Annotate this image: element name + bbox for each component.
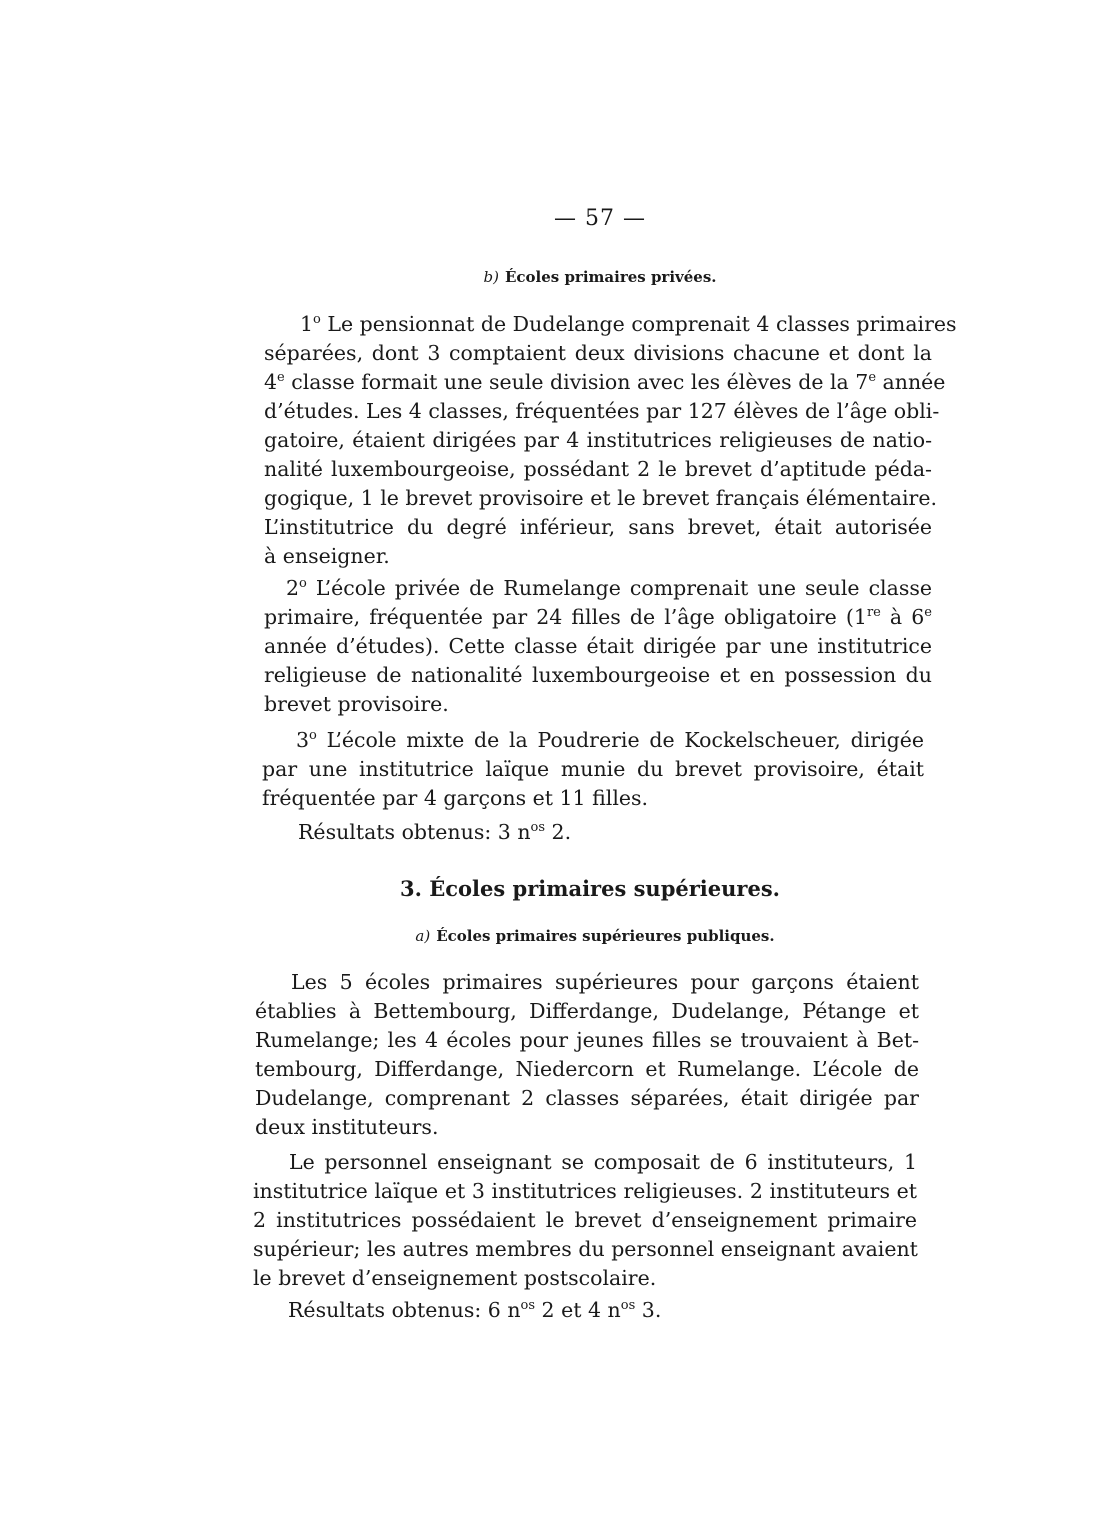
text-line: Dudelange, comprenant 2 classes séparées, était dirigée par [255,1086,919,1110]
section-b-heading [0,268,1100,286]
text-line: Rumelange; les 4 écoles pour jeunes filles se trouvaient à Bet- [255,1028,919,1052]
text-line: Résultats obtenus: 3 $n^{os}$ 2. [298,820,572,844]
text-line: Résultats obtenus: 6 $n^{os}$ 2 et 4 $n^{os}$ 3. [288,1298,662,1322]
text-line: deux instituteurs. [255,1115,439,1139]
text-line: supérieur; les autres membres du personnel enseignant avaient [253,1237,918,1261]
text-line: Le personnel enseignant se composait de 6 instituteurs, 1 [289,1150,917,1174]
paragraph-ecoles-superieures [255,968,919,1142]
text-line: établies à Bettembourg, Differdange, Dudelange, Pétange et [255,999,919,1023]
text-line: par une institutrice laïque munie du brevet provisoire, était [262,757,924,781]
text-line: 4e classe formait une seule division avec les élèves de la 7e année [264,370,946,394]
text-line: 2 institutrices possédaient le brevet d’enseignement primaire [253,1208,917,1232]
paragraph-pensionnat-dudelange [264,310,957,571]
text-line: séparées, dont 3 comptaient deux divisions chacune et dont la [264,341,932,365]
text-line: gogique, 1 le brevet provisoire et le brevet français élémentaire. [264,486,937,510]
text-line: institutrice laïque et 3 institutrices religieuses. 2 instituteurs et [253,1179,917,1203]
text-line: d’études. Les 4 classes, fréquentées par 127 élèves de l’âge obli- [264,399,940,423]
section-a-title: Écoles primaires supérieures publiques. [436,927,775,945]
text-line: L’institutrice du degré inférieur, sans brevet, était autorisée [264,515,932,539]
section-b-letter: b) [483,268,499,286]
paragraph-ecole-rumelange [264,574,932,719]
text-line: Les 5 écoles primaires supérieures pour garçons étaient [291,970,919,994]
results-superior-schools [288,1296,768,1325]
page-number: — 57 — [554,206,646,231]
section-a-letter: a) [415,927,431,945]
text-line: 2$^o$ L’école privée de Rumelange comprenait une seule classe [286,576,932,600]
text-line: religieuse de nationalité luxembourgeoise et en possession du [264,663,932,687]
text-line: nalité luxembourgeoise, possédant 2 le brevet d’aptitude péda- [264,457,932,481]
section-a-heading [0,927,1100,945]
paragraph-poudrerie-kockelscheuer [262,726,924,813]
text-line: 3$^o$ L’école mixte de la Poudrerie de Kockelscheuer, dirigée [296,728,924,752]
section-b-title: Écoles primaires privées. [504,268,717,286]
text-line: gatoire, étaient dirigées par 4 institutrices religieuses de natio- [264,428,932,452]
text-line: année d’études). Cette classe était dirigée par une institutrice [264,634,932,658]
text-line: à enseigner. [264,544,390,568]
paragraph-personnel-enseignant [253,1148,917,1293]
results-private-schools [298,818,698,847]
text-line: tembourg, Differdange, Niedercorn et Rumelange. L’école de [255,1057,919,1081]
text-line: fréquentée par 4 garçons et 11 filles. [262,786,649,810]
text-line: le brevet d’enseignement postscolaire. [253,1266,657,1290]
section-3-heading: 3. Écoles primaires supérieures. [400,876,780,901]
text-line: primaire, fréquentée par 24 filles de l’âge obligatoire (1re à 6e [264,605,932,629]
text-line: 1$^o$ Le pensionnat de Dudelange comprenait 4 classes primaires [300,312,957,336]
text-line: brevet provisoire. [264,692,449,716]
